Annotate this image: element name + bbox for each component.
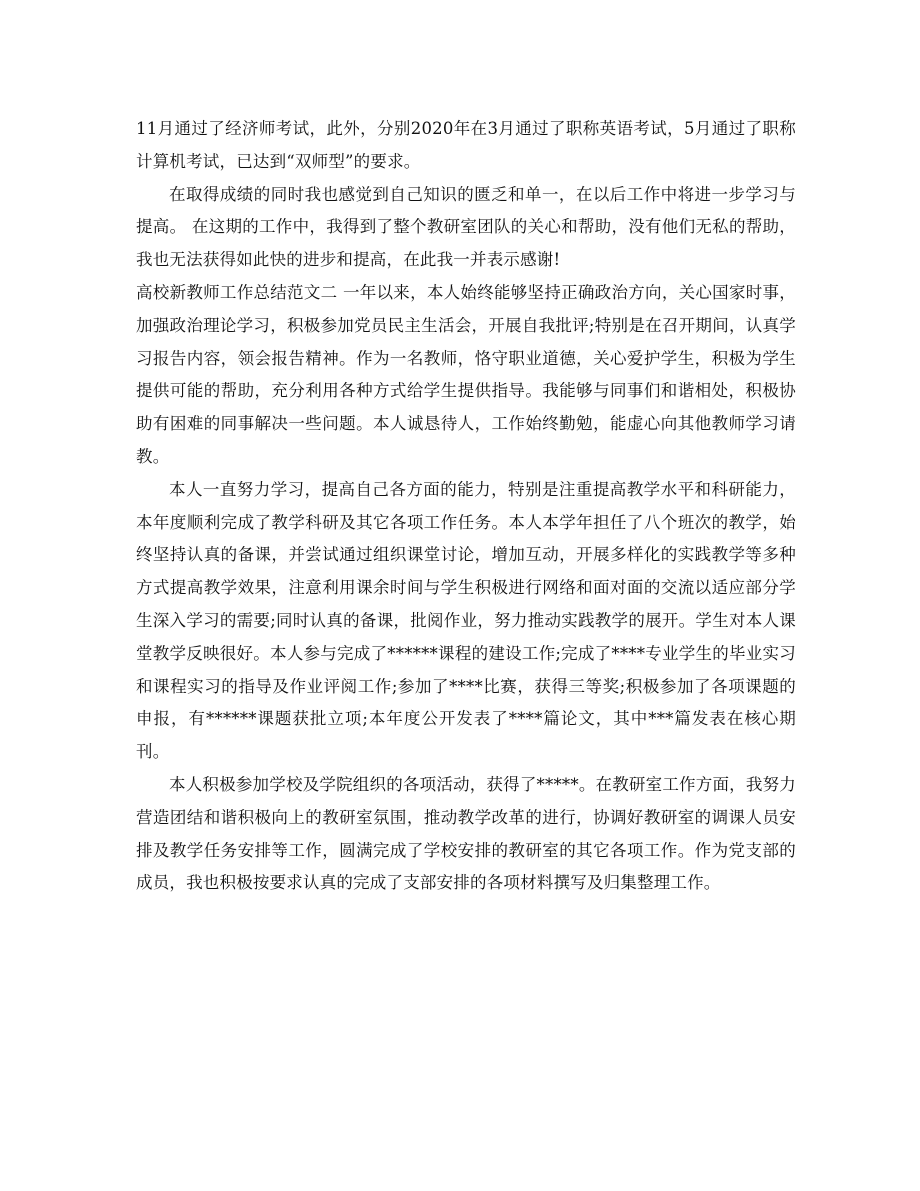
paragraph-exam-results: 11月通过了经济师考试，此外，分别2020年在3月通过了职称英语考试，5月通过了职称计算机考试，已达到“双师型”的要求。: [136, 119, 796, 171]
paragraph-gratitude: 在取得成绩的同时我也感觉到自己知识的匮乏和单一，在以后工作中将进一步学习与提高。 在这期的工作中，我得到了整个教研室团队的关心和帮助，没有他们无私的帮助，我也无法获得如此快的进步和提高，在此我一并表示感谢!: [136, 184, 796, 270]
paragraph-teaching-research: 本人一直努力学习，提高自己各方面的能力，特别是注重提高教学水平和科研能力，本年度顺利完成了教学科研及其它各项工作任务。本人本学年担任了八个班次的教学，始终坚持认真的备课，并尝试通过组织课堂讨论，增加互动，开展多样化的实践教学等多种方式提高教学效果，注意利用课余时间与学生积极进行网络和面对面的交流以适应部分学生深入学习的需要;同时认真的备课，批阅作业，努力推动实践教学的展开。学生对本人课堂教学反映很好。本人参与完成了******课程的建设工作;完成了****专业学生的毕业实习和课程实习的指导及作业评阅工作;参加了****比赛，获得三等奖;积极参加了各项课题的申报，有******课题获批立项;本年度公开发表了****篇论文，其中***篇发表在核心期刊。: [136, 479, 796, 762]
section-heading: 高校新教师工作总结范文二: [136, 282, 338, 302]
paragraph-section-two: [136, 277, 796, 474]
section-intro-text: 一年以来，本人始终能够坚持正确政治方向，关心国家时事，加强政治理论学习，积极参加党员民主生活会，开展自我批评;特别是在召开期间，认真学习报告内容，领会报告精神。作为一名教师，恪守职业道德，关心爱护学生，积极为学生提供可能的帮助，充分利用各种方式给学生提供指导。我能够与同事们和谐相处，积极协助有困难的同事解决一些问题。本人诚恳待人，工作始终勤勉，能虚心向其他教师学习请教。: [136, 282, 796, 466]
paragraph-activities: 本人积极参加学校及学院组织的各项活动，获得了*****。在教研室工作方面，我努力营造团结和谐积极向上的教研室氛围，推动教学改革的进行，协调好教研室的调课人员安排及教学任务安排等工作，圆满完成了学校安排的教研室的其它各项工作。作为党支部的成员，我也积极按要求认真的完成了支部安排的各项材料撰写及归集整理工作。: [136, 774, 796, 893]
document-page: [136, 113, 796, 900]
